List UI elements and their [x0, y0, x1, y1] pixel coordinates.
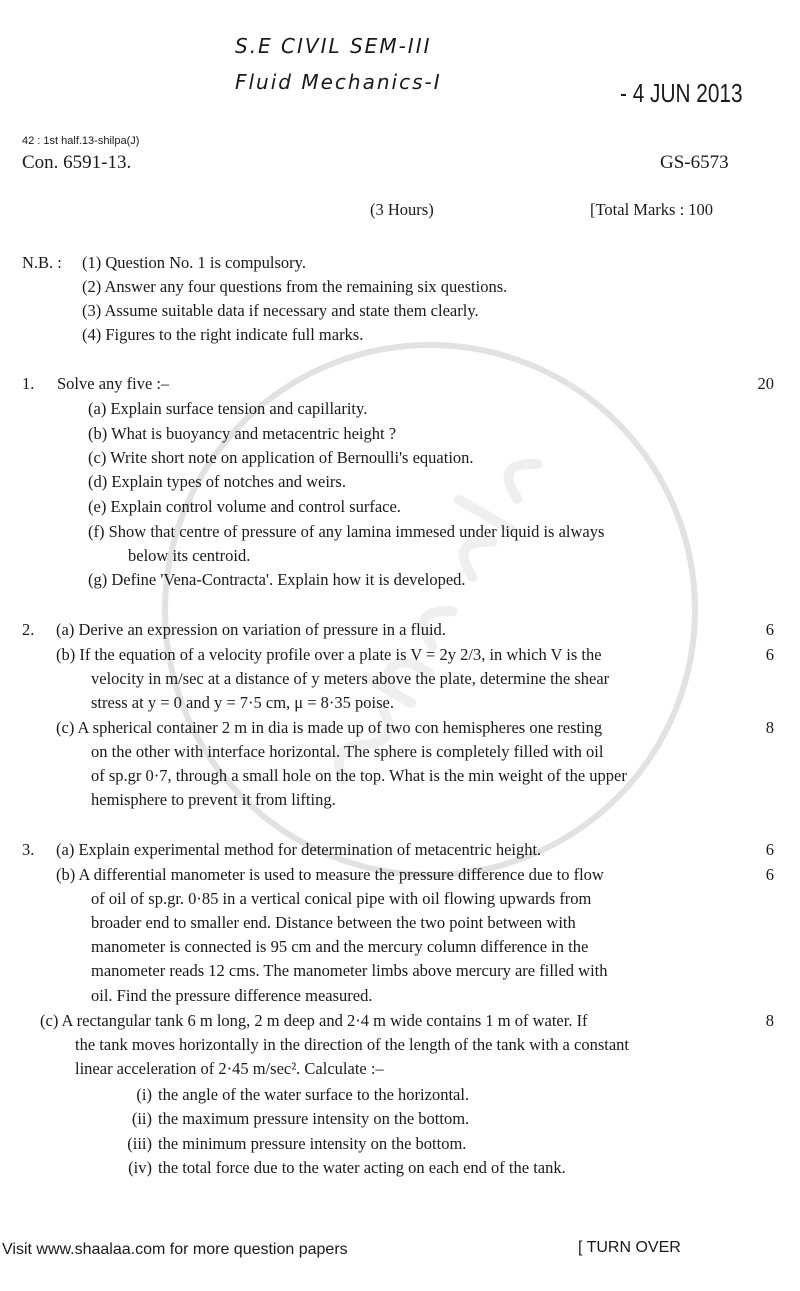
q3-line: the tank moves horizontally in the direction of the length of the tank with a constant [75, 1035, 629, 1054]
handwritten-class: S.E CIVIL SEM-III [235, 34, 432, 58]
q2a-marks: 6 [765, 620, 774, 639]
q2c-marks: 8 [765, 718, 774, 737]
nb-item: (1) Question No. 1 is compulsory. [82, 253, 306, 272]
q3-sub-text: the total force due to the water acting on each end of the tank. [158, 1158, 566, 1177]
q3-line: manometer is connected is 95 cm and the mercury column difference in the [91, 937, 589, 956]
q3b-marks: 6 [765, 865, 774, 884]
q3-line: (c) A rectangular tank 6 m long, 2 m deep and 2·4 m wide contains 1 m of water. If [40, 1011, 588, 1030]
q2-line: (b) If the equation of a velocity profile over a plate is V = 2y 2/3, in which V is the [56, 645, 602, 664]
q3-sub-text: the angle of the water surface to the horizontal. [158, 1085, 470, 1104]
q1-part: (b) What is buoyancy and metacentric height ? [88, 424, 397, 443]
batch-code: 42 : 1st half.13-shilpa(J) [22, 135, 140, 147]
q3-sub-num: (iii) [127, 1134, 152, 1153]
q2-line: stress at y = 0 and y = 7·5 cm, μ = 8·35 poise. [91, 693, 395, 712]
turn-over: [ TURN OVER [578, 1239, 681, 1256]
q1-part: (g) Define 'Vena-Contracta'. Explain how it is developed. [88, 570, 466, 589]
q2-number: 2. [22, 620, 35, 639]
q1-number: 1. [22, 374, 35, 393]
nb-item: (4) Figures to the right indicate full marks. [82, 325, 364, 344]
nb-item: (2) Answer any four questions from the remaining six questions. [82, 277, 508, 296]
q1-part: (d) Explain types of notches and weirs. [88, 472, 346, 491]
nb-item: (3) Assume suitable data if necessary and state them clearly. [82, 301, 479, 320]
q3-line: broader end to smaller end. Distance between the two point between with [91, 913, 576, 932]
q2b-marks: 6 [765, 645, 774, 664]
q3-sub-text: the minimum pressure intensity on the bottom. [158, 1134, 467, 1153]
q2-line: of sp.gr 0·7, through a small hole on the top. What is the min weight of the upper [91, 766, 627, 785]
footer-visit-link[interactable]: Visit www.shaalaa.com for more question papers [2, 1241, 348, 1258]
total-marks: [Total Marks : 100 [590, 200, 714, 219]
q3-line: manometer reads 12 cms. The manometer limbs above mercury are filled with [91, 961, 608, 980]
q3-line: linear acceleration of 2·45 m/sec². Calculate :– [75, 1059, 384, 1078]
q3-line: of oil of sp.gr. 0·85 in a vertical conical pipe with oil flowing upwards from [91, 889, 592, 908]
handwritten-subject: Fluid Mechanics-I [235, 70, 442, 94]
con-number: Con. 6591-13. [22, 152, 132, 173]
q3a-marks: 6 [765, 840, 774, 859]
q3-line: (a) Explain experimental method for determination of metacentric height. [56, 840, 542, 859]
paper-code: GS-6573 [660, 152, 729, 173]
nb-label: N.B. : [22, 253, 62, 272]
q2-line: (a) Derive an expression on variation of pressure in a fluid. [56, 620, 446, 639]
q1-part: (f) Show that centre of pressure of any lamina immesed under liquid is always [88, 522, 605, 541]
q3c-marks: 8 [765, 1011, 774, 1030]
q3-sub-num: (ii) [131, 1109, 152, 1128]
date-stamp: - 4 JUN 2013 [620, 78, 743, 108]
q1-part: (a) Explain surface tension and capillarity. [88, 399, 368, 418]
q1-part: (c) Write short note on application of Bernoulli's equation. [88, 448, 474, 467]
q3-number: 3. [22, 840, 35, 859]
q1-part: (e) Explain control volume and control surface. [88, 497, 401, 516]
q1-part-continued: below its centroid. [128, 546, 251, 565]
q3-line: oil. Find the pressure difference measured. [91, 986, 373, 1005]
q3-sub-num: (i) [136, 1085, 152, 1104]
q2-line: hemisphere to prevent it from lifting. [91, 790, 336, 809]
q1-text: Solve any five :– [57, 374, 170, 393]
duration: (3 Hours) [370, 200, 434, 219]
q1-marks: 20 [757, 374, 774, 393]
q3-line: (b) A differential manometer is used to measure the pressure difference due to flow [56, 865, 604, 884]
q3-sub-num: (iv) [128, 1158, 152, 1177]
q3-sub-text: the maximum pressure intensity on the bottom. [158, 1109, 470, 1128]
q2-line: on the other with interface horizontal. The sphere is completely filled with oil [91, 742, 604, 761]
q2-line: (c) A spherical container 2 m in dia is made up of two con hemispheres one resting [56, 718, 603, 737]
q2-line: velocity in m/sec at a distance of y meters above the plate, determine the shear [91, 669, 610, 688]
